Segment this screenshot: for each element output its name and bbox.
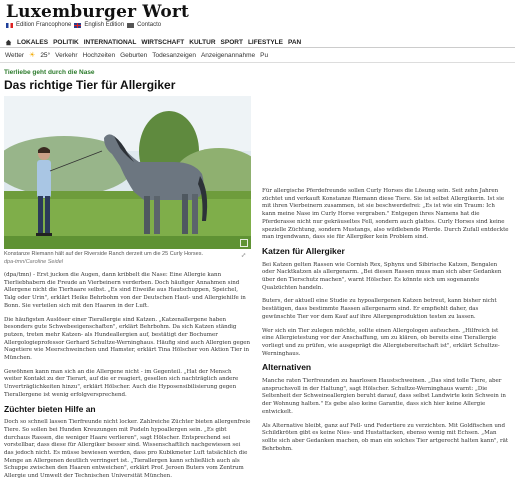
contact-link[interactable]: Contacto [137, 22, 162, 28]
fullscreen-icon[interactable]: ⤢ [241, 252, 247, 259]
article-photo[interactable] [4, 96, 251, 249]
uk-flag-icon [74, 23, 81, 28]
nav-item-kultur[interactable]: KULTUR [189, 38, 216, 46]
main-navigation [0, 37, 515, 48]
masthead [0, 0, 515, 38]
article-left-column [4, 272, 251, 504]
nav-item-lokales[interactable]: LOKALES [17, 38, 49, 46]
nav-item-lifestyle[interactable]: LIFESTYLE [247, 38, 283, 46]
photo-caption [4, 251, 251, 266]
subnav-item-geburten[interactable]: Geburten [120, 51, 148, 59]
paragraph: Manche raten Tierfreunden zu haarlosen Haustschweinen. „Das sind tolle Tiere, aber anspruchsvoll in der Haltung", sagt Hölscher. Schultze-Werninghaus warnt: „Die Seltenheit der Schweineallergien beruht darauf, dass selbst Landwirte kein Schwein in der Wohnung halten." Es gebe also keine Garantie, dass sich hier keine Allergie entwickelt. [262, 378, 506, 415]
subnav-item-verkehr[interactable]: Verkehr [55, 51, 78, 59]
paragraph: Buters, der aktuell eine Studie zu hypoallergenen Katzen betreut, kann bisher nicht bestätigen, dass bestimmte Rassen allergenarm sind. Er empfiehlt daher, das gewünschte Tier vor dem Kauf auf ihre Allergenproduktion testen zu lassen. [262, 298, 497, 320]
edition-francophone-link[interactable]: Edition Francophone [16, 22, 72, 28]
subnav-item-hochzeiten[interactable]: Hochzeiten [82, 51, 116, 59]
nav-item-sport[interactable]: SPORT [220, 38, 243, 46]
nav-item-politik[interactable]: POLITIK [53, 38, 79, 46]
edition-links [6, 22, 161, 28]
section-heading: Alternativen [262, 362, 312, 373]
article-right-column [262, 188, 509, 504]
paragraph: Doch so schnell lassen Tierfreunde nicht locker. Zahlreiche Züchter bieten allergenfreie Tiere. So sollen bei Hunden Kreuzungen mit Pudeln hypoallergen sein. „Es gibt durchaus Rassen, die weniger Haare verlieren", sagt Hölscher. Entsprechend sei vorstellbar, dass diese für Allergiker besser sind. Wissenschaftlich nachgewiesen sei das jedoch nicht. Es müsse bewiesen werden, dass pro Kubikmeter Luft tatsächlich die Menge an Allergenen deutlich verringert ist. „Tierallergen kann schließlich auch als Schuppe zwischen den Haaren entweichen", erklärt Prof. Jeroen Buters vom Zentrum Allergie und Umwelt der Technischen Universität München. [4, 419, 251, 480]
temperature-value: 25° [40, 51, 51, 59]
photo-credit: dpa-tmn/Caroline Seidel [4, 258, 64, 265]
site-logo[interactable]: Luxemburger Wort [6, 2, 190, 22]
sub-navigation [0, 50, 515, 60]
subnav-item-todesanzeigen[interactable]: Todesanzeigen [152, 51, 196, 59]
nav-item-international[interactable]: INTERNATIONAL [83, 38, 137, 46]
horse-photo-illustration [4, 96, 251, 249]
section-heading: Züchter bieten Hilfe an [4, 403, 96, 414]
paragraph: Für allergische Pferdefreunde sollen Curly Horses die Lösung sein. Seit zehn Jahren züchtet und verkauft Konstanze Riemann diese Tiere. Sie ist selbst Allergikerin. Ist sie mit ihren Vierbeinern zusammen, ist sie beschwerdefrei: „Es ist wie ein Traum: Ich kann meine Nase im Curly Horse vergraben." Entgegen ihres Namens hat die Pferderasse nicht nur gekräuseltes Fell, sondern auch glattes. Curly Horses sind keine spezielle Züchtung, sondern Mustangs, also wildlebende Pferde. Durch Zufall entdeckte man irgendwann, dass sie für Allergiker kein Problem sind. [262, 188, 509, 241]
contact-flag-icon [127, 23, 134, 28]
paragraph: Die häufigsten Auslöser einer Tierallergie sind Katzen. „Katzenallergene haben besonders gute Schwebeeigenschaften", erklärt Behrbohm. Da sich Katzen ständig putzen, treten mehr Katzen- als Hundeallergien auf, bestätigt der Bochumer Allergologieprofessor Gerhard Schultze-Werninghaus. Häufig sind auch Allergien gegen Nagetiere wie Meerschweinchen und Hamster, erklärt Tina Hölscher von Aktion Tier in München. [4, 316, 251, 362]
edition-english-link[interactable]: English Edition [84, 22, 125, 28]
expand-icon[interactable] [240, 239, 248, 247]
subnav-item-anzeigenannahme[interactable]: Anzeigenannahme [200, 51, 256, 59]
article-headline: Das richtige Tier für Allergiker [4, 78, 176, 92]
nav-item-wirtschaft[interactable]: WIRTSCHAFT [141, 38, 185, 46]
paragraph: (dpa/tmn) - Erst jucken die Augen, dann kribbelt die Nase: Eine Allergie kann Tierliebhabern die Freude an Vierbeinern verderben. Doch häufiger Annahmen sind Allergene nicht die Tierhaare selbst. „Es sind Eiweiße aus Hautschuppen, Speichel, Talg oder Urin", erklärt Heike Behrbohm von der Deutschen Haut- und Allergiehilfe in Bonn. Sie verteilen sich mit den Haaren in der Luft. [4, 272, 246, 309]
paragraph: Bei Katzen gelten Rassen wie Cornish Rex, Sphynx und Sibirische Katzen, Bengalen oder Nacktkatzen als allergenarm. „Bei diesen Rassen muss man sich aber Gedanken über den Tierschutz machen", warnt Hölscher. Es könnte sich um sogenannte Qualzüchten handeln. [262, 261, 502, 291]
header-divider [0, 62, 515, 63]
france-flag-icon [6, 23, 13, 28]
weather-link[interactable]: Wetter [5, 51, 25, 59]
paragraph: Wer sich ein Tier zulegen möchte, sollte einen Allergologen aufsuchen. „Hilfreich ist eine Allergietestung vor der Anschaffung, um zu klären, ob bereits eine Tierallergie vorliegt und zu prüfen, wie ausgeprägt die Allergiebereitschaft ist", erklärt Schultze-Werninghaus. [262, 327, 500, 357]
nav-item-pan[interactable]: PAN [287, 38, 302, 46]
sun-icon: ☀ [29, 52, 36, 59]
article-kicker: Tierliebe geht durch die Nase [4, 69, 95, 76]
caption-text: Konstanze Riemann hält auf der Riverside Ranch derzeit um die 25 Curly Horses. [4, 251, 204, 257]
section-heading: Katzen für Allergiker [262, 245, 345, 256]
subnav-item-ad[interactable]: Pu [260, 51, 269, 59]
home-icon[interactable] [5, 39, 12, 46]
paragraph: Gewöhnen kann man sich an die Allergene nicht - im Gegenteil. „Hat der Mensch weiter Kontakt zu der Tierart, auf die er reagiert, gesellen sich nachträglich andere Unverträglichkeiten hinzu", erklärt Hölscher. Auch die Hyposensibilisierung gegen Tierallergene ist wenig erfolgversprechend. [4, 368, 239, 398]
paragraph: Als Alternative bleibt, ganz auf Fell- und Federtiere zu verzichten. Mit Goldfischen und Schildkröten gibt es keine Nies- und Hustattacken, ebenso wenig mit Echsen. „Man sollte sich aber Gedanken machen, ob man ein solches Tier artgerecht halten kann", rät Behrbohm. [262, 422, 509, 452]
